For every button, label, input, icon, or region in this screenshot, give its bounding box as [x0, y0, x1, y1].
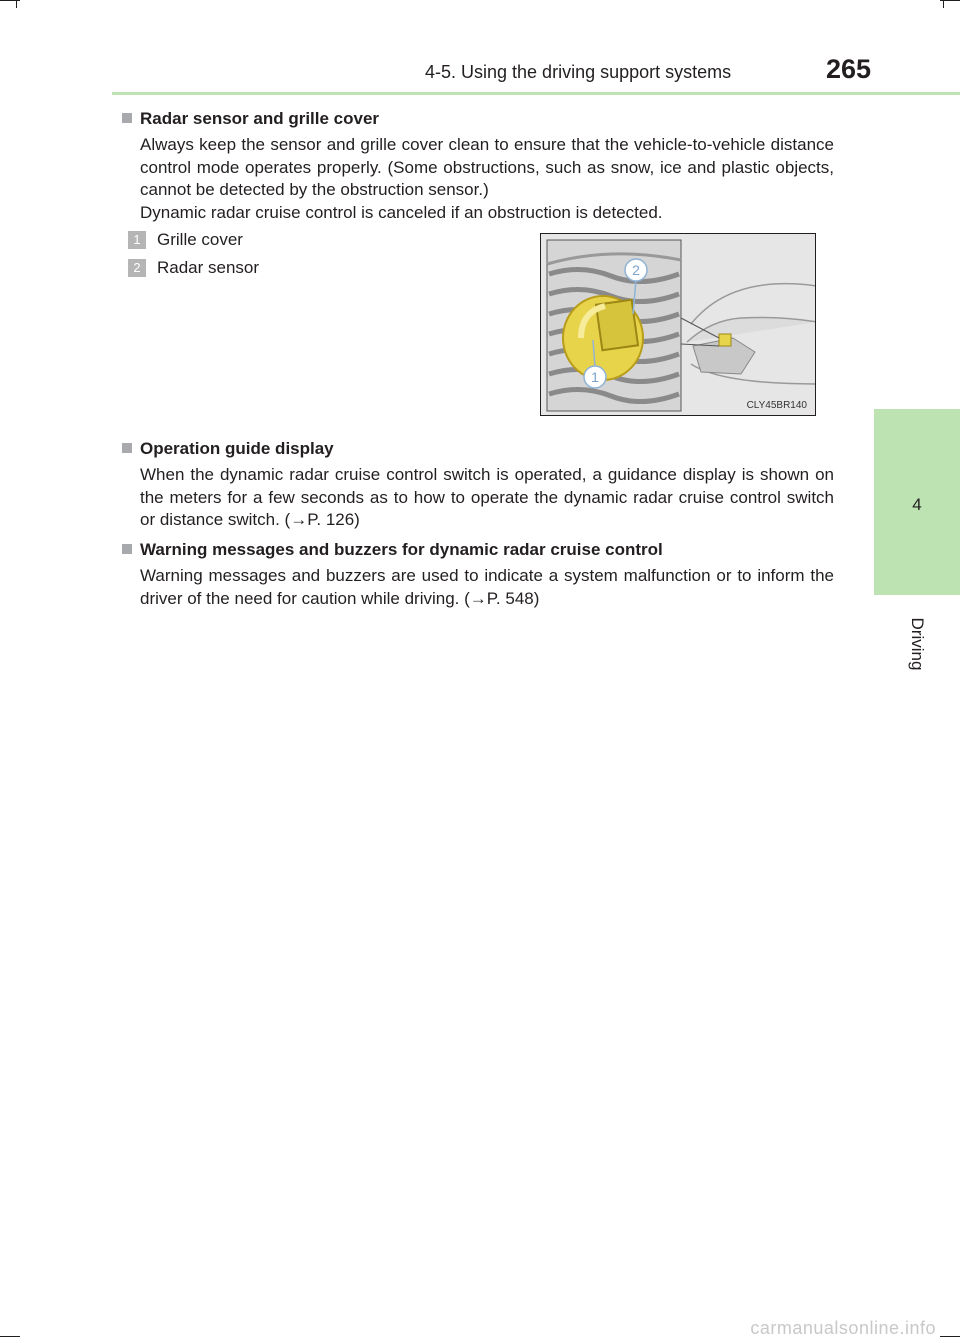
section-radar-sensor [122, 108, 834, 224]
section-operation-guide [122, 438, 834, 532]
header-section-title: 4-5. Using the driving support systems [425, 62, 732, 82]
crop-mark [16, 0, 17, 8]
svg-text:2: 2 [632, 262, 640, 278]
legend-number: 2 [128, 259, 146, 277]
chapter-label: Driving [908, 617, 927, 671]
section-body [140, 464, 834, 532]
section-warning-messages [122, 539, 834, 610]
figure-code: CLY45BR140 [746, 400, 807, 411]
crop-mark [0, 1336, 20, 1337]
crop-mark [943, 0, 944, 8]
page-number: 265 [826, 54, 872, 84]
legend-item-radar-sensor [128, 258, 259, 278]
paragraph: When the dynamic radar cruise control switch is operated, a guidance display is shown on the meters for a few seconds as to how to operate the dynamic radar cruise control switch or distance switch. (→P. 126) [140, 465, 834, 529]
section-body [140, 134, 834, 224]
section-heading: Operation guide display [122, 438, 834, 460]
square-bullet-icon [122, 443, 132, 453]
svg-text:1: 1 [591, 369, 599, 385]
legend-label: Radar sensor [157, 258, 260, 277]
paragraph: Dynamic radar cruise control is canceled if an obstruction is detected. [140, 202, 663, 222]
square-bullet-icon [122, 544, 132, 554]
crop-mark [940, 1336, 960, 1337]
crop-mark [0, 0, 20, 1]
chapter-tab [874, 409, 960, 595]
legend-number: 1 [128, 231, 146, 249]
watermark: carmanualsonline.info [750, 1318, 936, 1338]
section-body [140, 565, 834, 610]
section-heading: Radar sensor and grille cover [122, 108, 834, 130]
legend-label: Grille cover [157, 230, 243, 249]
radar-sensor-illustration [540, 233, 816, 416]
chapter-tab-number: 4 [912, 495, 922, 514]
car-front-illustration [541, 234, 816, 416]
paragraph: Warning messages and buzzers are used to indicate a system malfunction or to inform the driver of the need for caution while driving. (→P. 548) [140, 566, 834, 608]
section-heading: Warning messages and buzzers for dynamic radar cruise control [122, 539, 834, 561]
paragraph: Always keep the sensor and grille cover clean to ensure that the vehicle-to-vehicle distance control mode operates properly. (Some obstructions, such as snow, ice and plastic objects, cannot be detected by the obstruction sensor.) [140, 135, 834, 199]
square-bullet-icon [122, 113, 132, 123]
legend-item-grille-cover [128, 230, 243, 250]
header-rule [112, 92, 960, 95]
